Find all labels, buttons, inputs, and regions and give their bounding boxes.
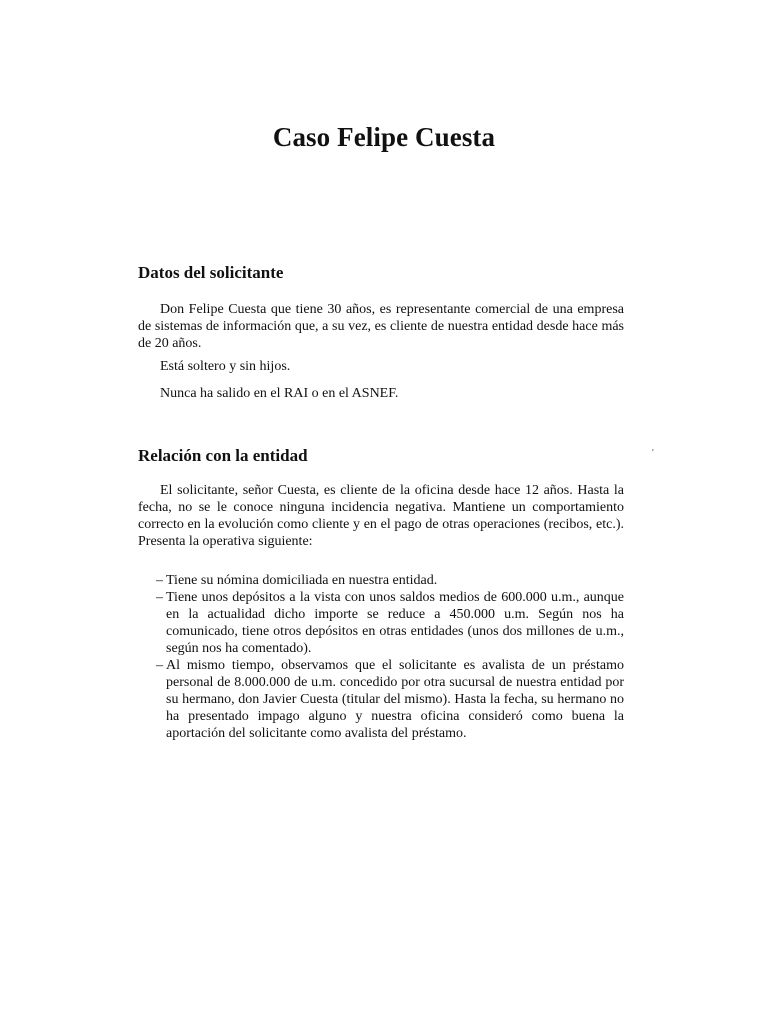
paragraph: Nunca ha salido en el RAI o en el ASNEF. [160,386,399,401]
list-item [156,589,624,657]
list-item [156,572,624,589]
section-body-relacion-entidad [138,482,624,742]
dash-bullet: – [156,658,163,673]
list-item-text: Tiene unos depósitos a la vista con unos saldos medios de 600.000 u.m., aunque en la actualidad dicho importe se reduce a 450.000 u.m. Según nos ha comunicado, tiene otros depósitos en otras entidades (unos dos millones de u.m., según nos ha comentado). [166,590,624,656]
dash-bullet: – [156,573,163,588]
operations-list [156,572,624,742]
section-body-datos-solicitante [138,301,624,408]
page-title: Caso Felipe Cuesta [272,122,496,152]
list-item-text: Al mismo tiempo, observamos que el solicitante es avalista de un préstamo personal de 8.000.000 de u.m. concedido por otra sucursal de nuestra entidad por su hermano, don Javier Cuesta (titular del mismo). Hasta la fecha, su hermano no ha presentado impago alguno y nuestra oficina consideró como buena la aportación del solicitante como avalista del préstamo. [166,658,624,741]
dash-bullet: – [156,590,163,605]
list-item [156,657,624,742]
list-item-text: Tiene su nómina domiciliada en nuestra entidad. [166,573,438,588]
scan-speck: ' [652,448,654,459]
paragraph: Está soltero y sin hijos. [160,359,291,374]
paragraph: Don Felipe Cuesta que tiene 30 años, es representante comercial de una empresa de sistemas de información que, a su vez, es cliente de nuestra entidad desde hace más de 20 años. [138,302,624,351]
section-heading-datos-solicitante: Datos del solicitante [138,263,284,282]
paragraph: El solicitante, señor Cuesta, es cliente de la oficina desde hace 12 años. Hasta la fecha, no se le conoce ninguna incidencia negativa. Mantiene un comportamiento correcto en la evolución como cliente y en el pago de otras operaciones (recibos, etc.). Presenta la operativa siguiente: [138,483,624,549]
section-heading-relacion-entidad: Relación con la entidad [138,446,308,465]
